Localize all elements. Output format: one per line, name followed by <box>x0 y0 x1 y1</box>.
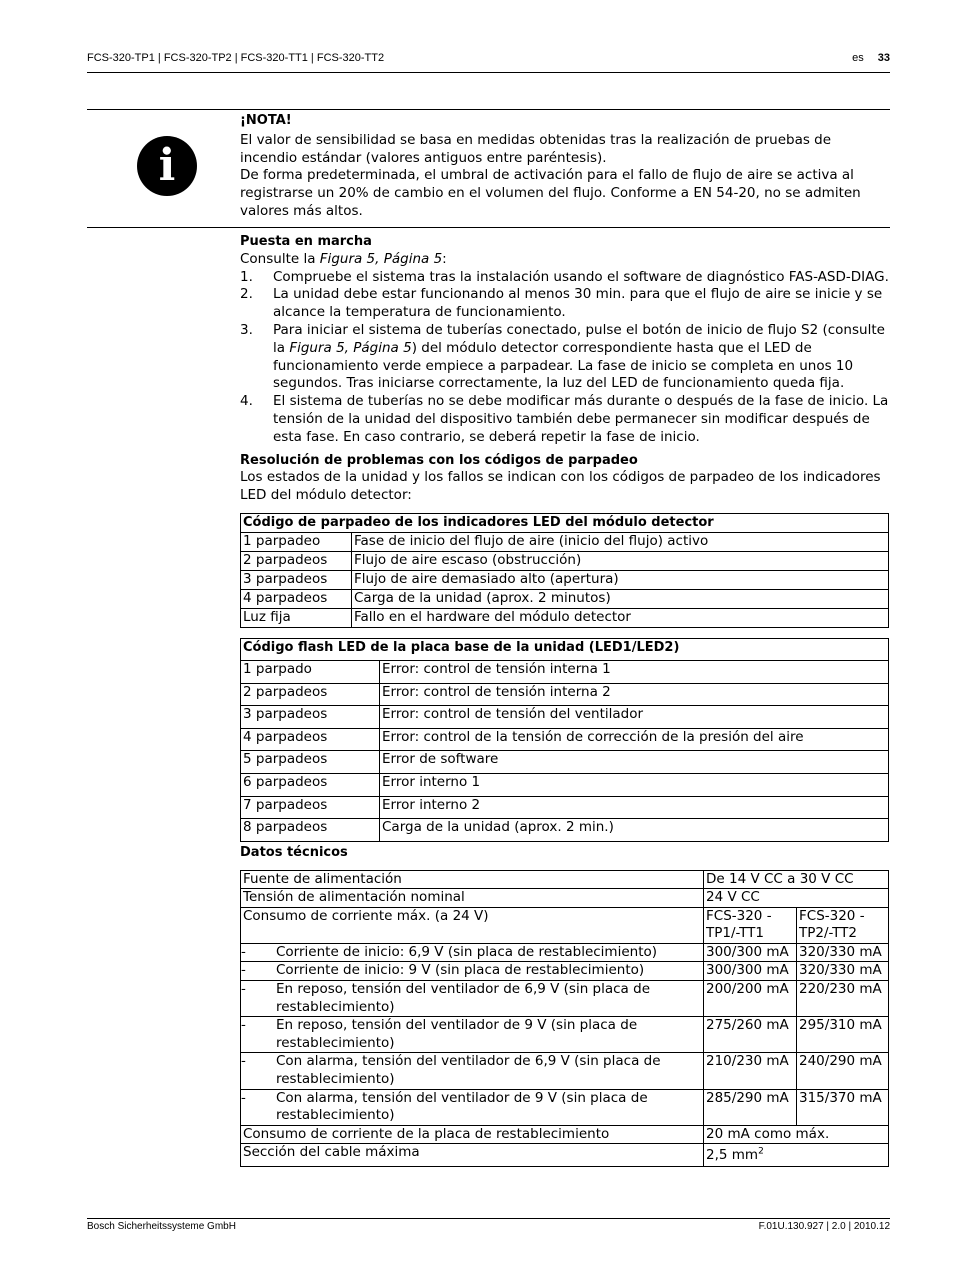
figure-link[interactable]: Figura 5, Página 5 <box>289 339 412 356</box>
table-cell: 5 parpadeos <box>241 751 380 774</box>
table-header: Código flash LED de la placa base de la unidad (LED1/LED2) <box>241 638 889 660</box>
table-cell: FCS-320 -TP2/-TT2 <box>797 907 889 943</box>
info-icon: i <box>137 136 197 196</box>
step-text: El sistema de tuberías no se debe modificar más durante o después de la fase de inicio. La tensión de la unidad del dispositivo también debe permanecer sin modificar después de esta fase. En caso contrario, se deberá repetir la fase de inicio. <box>273 393 889 445</box>
table-cell <box>241 1017 704 1053</box>
table-cell <box>241 1089 704 1125</box>
table-cell: Consumo de corriente máx. (a 24 V) <box>241 907 704 943</box>
table-cell <box>241 981 704 1017</box>
header-meta <box>852 52 890 64</box>
table-cell: 2 parpadeos <box>241 551 352 570</box>
table-cell: Tensión de alimentación nominal <box>241 889 704 908</box>
row-label: En reposo, tensión del ventilador de 9 V (sin placa de restablecimiento) <box>276 1017 638 1051</box>
list-item <box>240 393 890 446</box>
header-lang: es <box>852 52 864 64</box>
step-text: Para iniciar el sistema de tuberías conectado, pulse el botón de inicio de flujo S2 (consulte la <box>273 321 885 356</box>
footer-docinfo: F.01U.130.927 | 2.0 | 2010.12 <box>758 1221 890 1232</box>
table-row <box>241 551 889 570</box>
ref-suffix: : <box>442 250 447 267</box>
step-number: 1. <box>240 268 253 285</box>
table-row <box>241 870 889 889</box>
table-cell: 1 parpado <box>241 660 380 683</box>
header-rule <box>87 72 890 73</box>
table-row <box>241 570 889 589</box>
list-item <box>240 286 890 322</box>
table-cell: 6 parpadeos <box>241 773 380 796</box>
table-cell: Error: control de tensión interna 2 <box>380 683 889 706</box>
dash-marker: - <box>241 1017 246 1034</box>
table-cell: Carga de la unidad (aprox. 2 min.) <box>380 819 889 842</box>
table-cell: Flujo de aire demasiado alto (apertura) <box>352 570 889 589</box>
troubleshoot-heading: Resolución de problemas con los códigos de parpadeo <box>240 452 638 468</box>
table-row <box>241 532 889 551</box>
note-paragraph-1: El valor de sensibilidad se basa en medidas obtenidas tras la realización de pruebas de incendio estándar (valores antiguos entre paréntesis). <box>240 131 832 166</box>
table-cell: 3 parpadeos <box>241 706 380 729</box>
table-cell: 295/310 mA <box>797 1017 889 1053</box>
table-cell: 220/230 mA <box>797 981 889 1017</box>
table-row <box>241 660 889 683</box>
table-row <box>241 1017 889 1053</box>
table-header-row <box>241 513 889 532</box>
table-cell: Error de software <box>380 751 889 774</box>
table-cell: 7 parpadeos <box>241 796 380 819</box>
table-cell: 1 parpadeo <box>241 532 352 551</box>
table-row <box>241 1089 889 1125</box>
table-row <box>241 728 889 751</box>
footer-company: Bosch Sicherheitssysteme GmbH <box>87 1221 236 1232</box>
step-number: 4. <box>240 393 253 410</box>
startup-heading: Puesta en marcha <box>240 234 372 249</box>
note-title: ¡NOTA! <box>240 113 292 128</box>
table-row <box>241 1144 889 1167</box>
table-cell: Flujo de aire escaso (obstrucción) <box>352 551 889 570</box>
table-row <box>241 889 889 908</box>
table-cell: 320/330 mA <box>797 943 889 962</box>
dash-marker: - <box>241 1053 246 1070</box>
tech-data-table <box>240 870 889 1168</box>
step-text: ) del módulo detector correspondiente hasta que el LED de funcionamiento verde empiece a parpadear. La fase de inicio se completa en unos 10 segundos. Tras iniciarse correctamente, la luz del LED de funcionamiento queda fija. <box>273 339 854 392</box>
row-label: Corriente de inicio: 9 V (sin placa de restablecimiento) <box>276 962 645 979</box>
table-cell: De 14 V CC a 30 V CC <box>704 870 889 889</box>
table-cell: 300/300 mA <box>704 962 797 981</box>
ref-prefix: Consulte la <box>240 250 320 267</box>
table-cell: 240/290 mA <box>797 1053 889 1089</box>
table-cell: Fallo en el hardware del módulo detector <box>352 608 889 627</box>
dash-marker: - <box>241 962 246 979</box>
table-cell: Fase de inicio del flujo de aire (inicio del flujo) activo <box>352 532 889 551</box>
step-text: La unidad debe estar funcionando al menos 30 min. para que el flujo de aire se inicie y se alcance la temperatura de funcionamiento. <box>273 286 883 321</box>
page-number: 33 <box>877 52 890 64</box>
step-text: Compruebe el sistema tras la instalación usando el software de diagnóstico FAS-ASD-DIAG. <box>273 268 889 285</box>
table-cell <box>241 962 704 981</box>
table-row <box>241 796 889 819</box>
header-title: FCS-320-TP1 | FCS-320-TP2 | FCS-320-TT1 | FCS-320-TT2 <box>87 52 385 64</box>
list-item <box>240 269 890 287</box>
table-cell: 4 parpadeos <box>241 728 380 751</box>
table-row <box>241 589 889 608</box>
row-label: Con alarma, tensión del ventilador de 9 V (sin placa de restablecimiento) <box>276 1089 648 1124</box>
table-cell: 275/260 mA <box>704 1017 797 1053</box>
note-block <box>240 112 890 221</box>
table-row <box>241 751 889 774</box>
table-row <box>241 683 889 706</box>
step-number: 2. <box>240 286 253 303</box>
tech-data-heading: Datos técnicos <box>240 844 348 860</box>
table-row <box>241 773 889 796</box>
table-cell: Fuente de alimentación <box>241 870 704 889</box>
startup-reference <box>240 251 890 269</box>
table-cell: 24 V CC <box>704 889 889 908</box>
table-row <box>241 981 889 1017</box>
table-row <box>241 962 889 981</box>
table-cell: Carga de la unidad (aprox. 2 minutos) <box>352 589 889 608</box>
note-bottom-rule <box>87 227 890 228</box>
table-row <box>241 819 889 842</box>
table-row <box>241 943 889 962</box>
dash-marker: - <box>241 981 246 998</box>
troubleshoot-intro: Los estados de la unidad y los fallos se indican con los códigos de parpadeo de los indicadores LED del módulo detector: <box>240 469 881 504</box>
main-content <box>240 233 890 1167</box>
table-cell: 315/370 mA <box>797 1089 889 1125</box>
table-cell: Error: control de tensión interna 1 <box>380 660 889 683</box>
cable-value: 2,5 mm <box>706 1147 759 1164</box>
table-header: Código de parpadeo de los indicadores LED del módulo detector <box>241 513 889 532</box>
table-cell: Sección del cable máxima <box>241 1144 704 1167</box>
superscript: 2 <box>758 1146 764 1157</box>
row-label: Con alarma, tensión del ventilador de 6,9 V (sin placa de restablecimiento) <box>276 1053 661 1088</box>
table-cell: Error: control de tensión del ventilador <box>380 706 889 729</box>
step-number: 3. <box>240 321 253 338</box>
table-row <box>241 1125 889 1144</box>
table-cell: 285/290 mA <box>704 1089 797 1125</box>
table-cell <box>241 943 704 962</box>
table-row <box>241 1053 889 1089</box>
dash-marker: - <box>241 943 246 960</box>
detector-led-table <box>240 513 889 628</box>
table-cell: Error: control de la tensión de corrección de la presión del aire <box>380 728 889 751</box>
note-top-rule <box>87 109 890 110</box>
table-cell <box>704 1144 889 1167</box>
table-cell: Error interno 1 <box>380 773 889 796</box>
table-row <box>241 608 889 627</box>
row-label: En reposo, tensión del ventilador de 6,9 V (sin placa de restablecimiento) <box>276 981 650 1015</box>
table-cell: FCS-320 -TP1/-TT1 <box>704 907 797 943</box>
table-cell: 2 parpadeos <box>241 683 380 706</box>
table-cell: Luz fija <box>241 608 352 627</box>
table-cell <box>241 1053 704 1089</box>
table-cell: 20 mA como máx. <box>704 1125 889 1144</box>
table-cell: 300/300 mA <box>704 943 797 962</box>
table-cell: 8 parpadeos <box>241 819 380 842</box>
dash-marker: - <box>241 1089 246 1106</box>
baseboard-led-table <box>240 638 889 842</box>
table-row <box>241 907 889 943</box>
table-cell: 4 parpadeos <box>241 589 352 608</box>
row-label: Corriente de inicio: 6,9 V (sin placa de restablecimiento) <box>276 943 658 960</box>
table-cell: 320/330 mA <box>797 962 889 981</box>
table-cell: Error interno 2 <box>380 796 889 819</box>
table-cell: 210/230 mA <box>704 1053 797 1089</box>
startup-steps <box>240 269 890 447</box>
table-cell: 200/200 mA <box>704 981 797 1017</box>
note-paragraph-2: De forma predeterminada, el umbral de activación para el fallo de flujo de aire se activa al registrarse un 20% de cambio en el volumen del flujo. Conforme a EN 54-20, no se admiten valores más altos. <box>240 167 861 219</box>
footer-rule <box>87 1218 890 1219</box>
table-row <box>241 706 889 729</box>
table-header-row <box>241 638 889 660</box>
list-item <box>240 322 890 393</box>
figure-link[interactable]: Figura 5, Página 5 <box>319 250 443 267</box>
table-cell: Consumo de corriente de la placa de restablecimiento <box>241 1125 704 1144</box>
table-cell: 3 parpadeos <box>241 570 352 589</box>
